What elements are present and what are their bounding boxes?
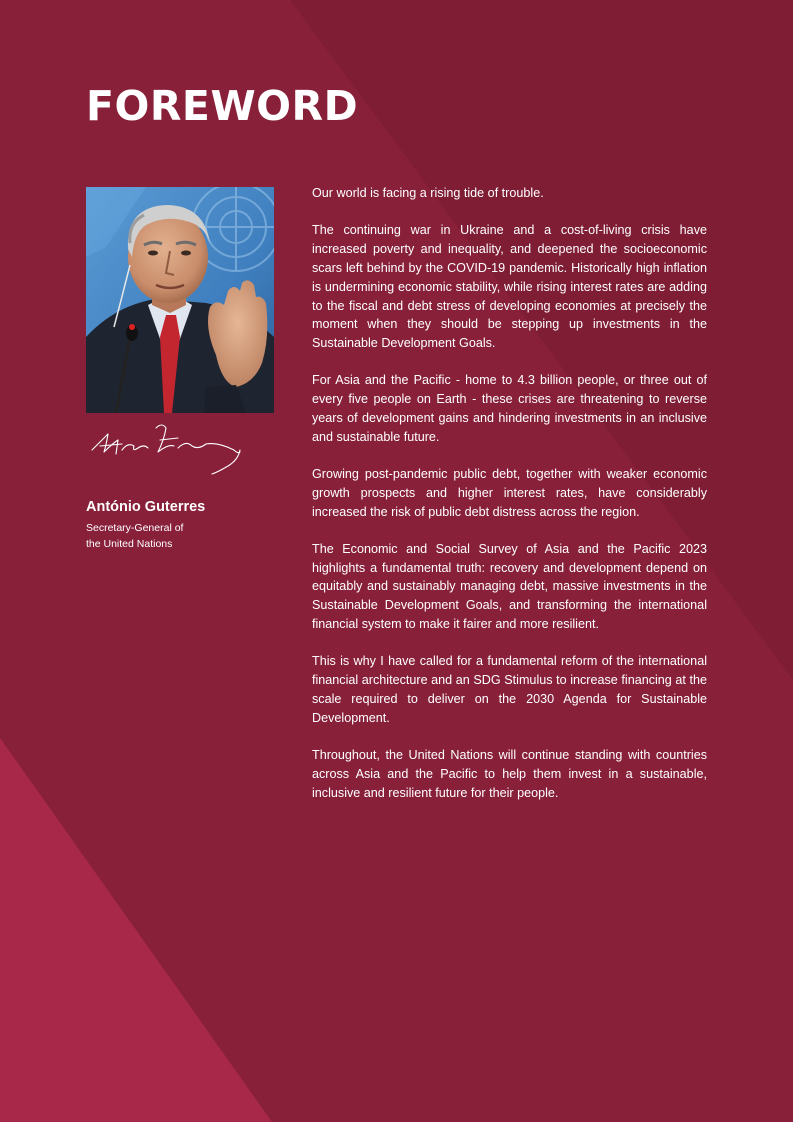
author-title-line-1: Secretary-General of (86, 522, 184, 534)
portrait-illustration (86, 187, 274, 413)
author-title-line-2: the United Nations (86, 538, 173, 550)
body-paragraph: Throughout, the United Nations will continue standing with countries across Asia and the Pacific to help them invest in a sustainable, inclusive and resilient future for their people. (312, 747, 707, 800)
body-paragraph: The Economic and Social Survey of Asia and the Pacific 2023 highlights a fundamental truth: recovery and development depend on equitably and sustainably managing debt, massive investments in the Sustainable Development Goals, and transforming the international financial system to make it fairer and more resilient. (312, 541, 707, 632)
author-name: António Guterres (86, 499, 206, 515)
body-paragraph: This is why I have called for a fundamental reform of the international financial architecture and an SDG Stimulus to increase financing at the scale required to deliver on the 2030 Agenda for Sustainable Development. (312, 654, 707, 725)
foreword-body (312, 184, 707, 820)
portrait-photo (86, 187, 274, 413)
body-paragraph: The continuing war in Ukraine and a cost-of-living crisis have increased poverty and inequality, and deepened the socioeconomic scars left behind by the COVID-19 pandemic. Historically high inflation is undermining economic stability, while rising interest rates are adding to the fiscal and debt stress of developing economies at precisely the moment when they should be stepping up investments in the Sustainable Development Goals. (312, 222, 707, 351)
signature (88, 420, 248, 480)
page-title: FOREWORD (86, 82, 359, 130)
background-band-light (0, 738, 272, 1122)
body-paragraph: Growing post-pandemic public debt, together with weaker economic growth prospects and higher interest rates, have considerably increased the risk of public debt distress across the region. (312, 466, 707, 519)
body-paragraph: For Asia and the Pacific - home to 4.3 billion people, or three out of every five people on Earth - these crises are threatening to reverse years of development gains and hindering investments in an inclusive and sustainable future. (312, 373, 707, 444)
body-paragraph: Our world is facing a rising tide of trouble. (312, 186, 544, 200)
author-title (86, 520, 276, 552)
